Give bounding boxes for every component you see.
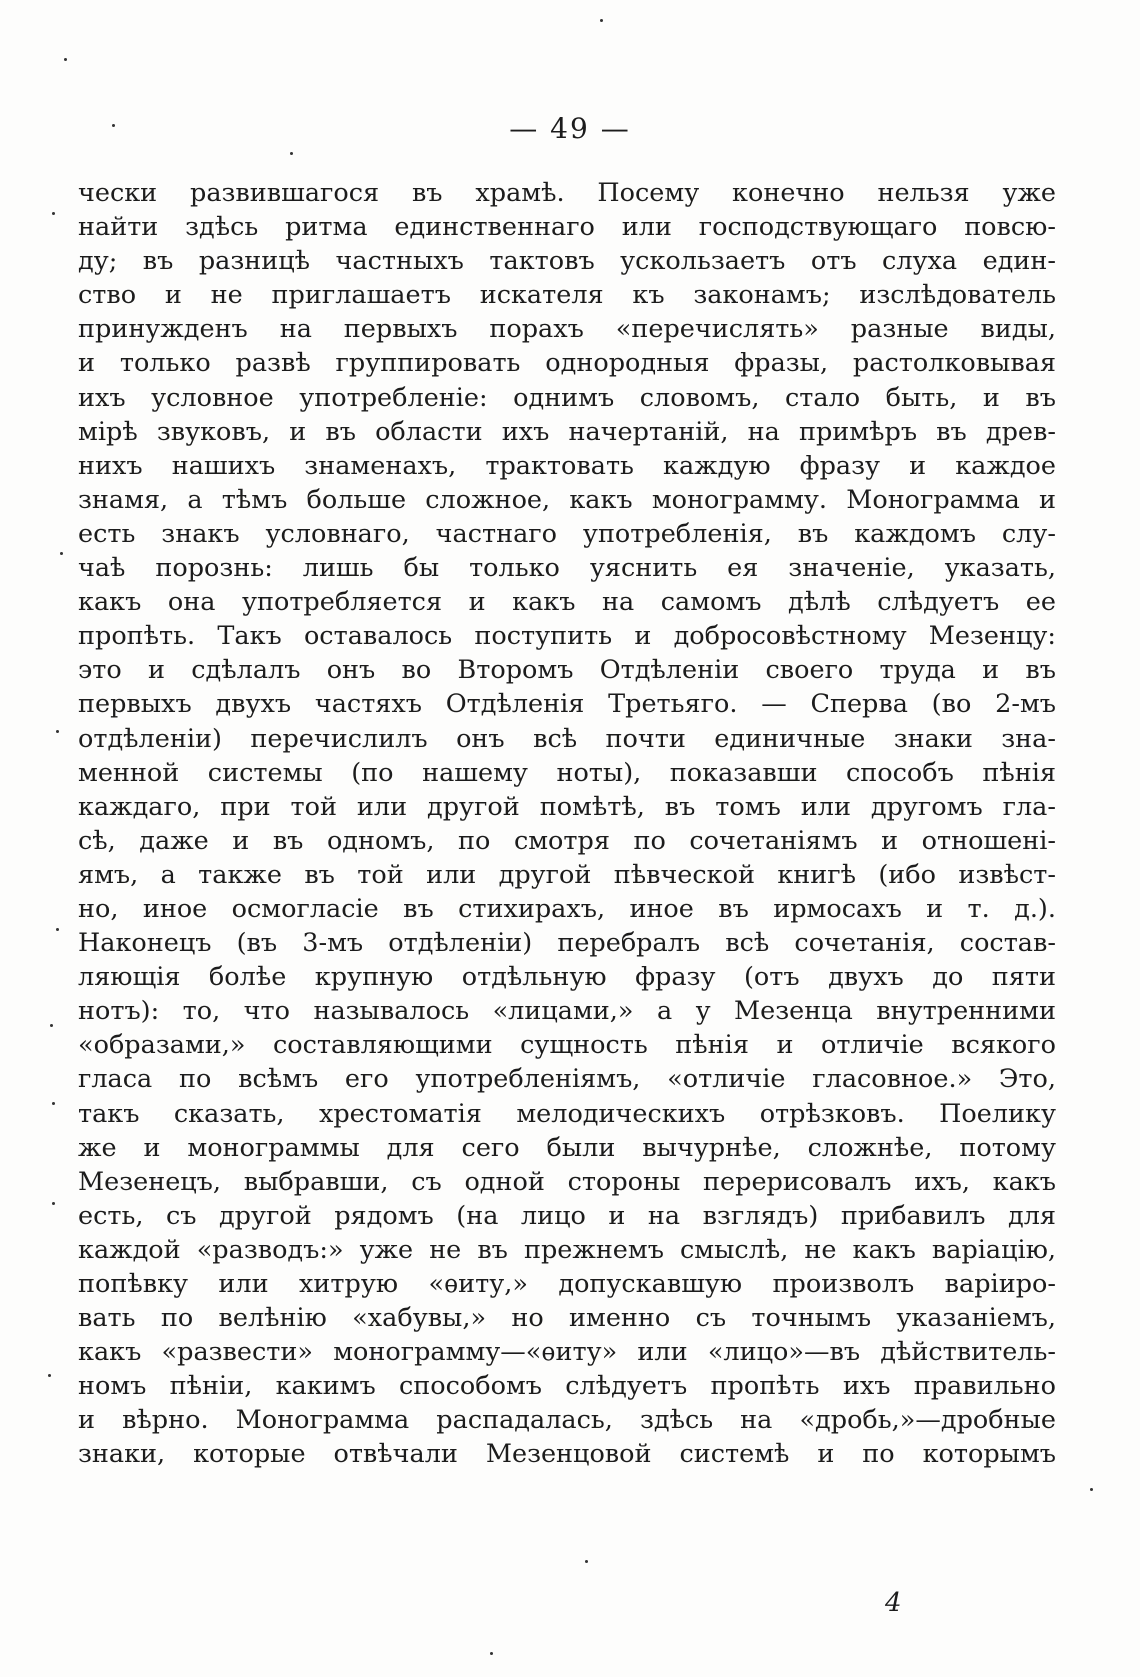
text-line: какъ «развести» монограмму—«ѳиту» или «лицо»—въ дѣйствитель- (78, 1337, 1056, 1368)
text-line: вать по велѣнію «хабувы,» но именно съ точнымъ указаніемъ, (78, 1303, 1056, 1334)
text-line: чески развившагося въ храмѣ. Посему конечно нельзя уже (78, 178, 1056, 208)
print-speck (56, 928, 59, 931)
text-line: первыхъ двухъ частяхъ Отдѣленія Третьяго. — Сперва (во 2-мъ (78, 689, 1056, 720)
print-speck (52, 1102, 55, 1105)
text-line: чаѣ порознь: лишь бы только уяснить ея значеніе, указать, (78, 553, 1056, 584)
print-speck (52, 212, 55, 215)
print-speck (490, 1652, 493, 1655)
text-line: же и монограммы для сего были вычурнѣе, сложнѣе, потому (78, 1132, 1056, 1163)
text-line: ду; въ разницѣ частныхъ тактовъ ускользаетъ отъ слуха един- (78, 246, 1056, 277)
text-line: но, иное осмогласіе въ стихирахъ, иное въ ирмосахъ и т. д.). (78, 893, 1056, 924)
print-speck (60, 552, 63, 555)
text-line: гласа по всѣмъ его употребленіямъ, «отличіе гласовное.» Это, (78, 1064, 1056, 1095)
text-line: попѣвку или хитрую «ѳиту,» допускавшую произволъ варіиро- (78, 1269, 1056, 1299)
text-line: номъ пѣніи, какимъ способомъ слѣдуетъ пропѣть ихъ правильно (78, 1371, 1056, 1402)
print-speck (56, 730, 59, 733)
print-speck (50, 1024, 53, 1027)
text-line: сѣ, даже и въ одномъ, по смотря по сочетаніямъ и отношені- (78, 825, 1056, 856)
text-line: найти здѣсь ритма единственнаго или господствующаго повсю- (78, 212, 1056, 243)
body-text (78, 176, 1056, 1472)
print-speck (600, 19, 603, 22)
print-speck (585, 1560, 588, 1563)
page-number: — 49 — (509, 112, 631, 145)
text-line: и вѣрно. Монограмма распадалась, здѣсь на «дробь,»—дробные (78, 1405, 1056, 1436)
text-line: каждой «разводъ:» уже не въ прежнемъ смыслѣ, не какъ варіацію, (78, 1234, 1056, 1265)
text-line: знаки, которые отвѣчали Мезенцовой системѣ и по которымъ (78, 1439, 1056, 1470)
text-line: знамя, а тѣмъ больше сложное, какъ монограмму. Монограмма и (78, 484, 1056, 515)
text-line: есть, съ другой рядомъ (на лицо и на взглядъ) прибавилъ для (78, 1200, 1056, 1231)
text-line: ство и не приглашаетъ искателя къ законамъ; изслѣдователь (78, 280, 1056, 311)
text-line: пропѣть. Такъ оставалось поступить и добросовѣстному Мезенцу: (78, 621, 1056, 652)
text-line: нихъ нашихъ знаменахъ, трактовать каждую фразу и каждое (78, 450, 1056, 481)
text-line: нотъ): то, что называлось «лицами,» а у Мезенца внутренними (78, 996, 1056, 1027)
text-line: ляющія болѣе крупную отдѣльную фразу (отъ двухъ до пяти (78, 962, 1056, 993)
text-line: мірѣ звуковъ, и въ области ихъ начертаній, на примѣръ въ древ- (78, 416, 1056, 447)
text-line: каждаго, при той или другой помѣтѣ, въ томъ или другомъ гла- (78, 791, 1056, 822)
text-line: ямъ, а также въ той или другой пѣвческой книгѣ (ибо извѣст- (78, 859, 1056, 890)
text-line: и только развѣ группировать однородныя фразы, растолковывая (78, 348, 1056, 379)
text-line: есть знакъ условнаго, частнаго употребленія, въ каждомъ слу- (78, 518, 1056, 549)
text-line: Мезенецъ, выбравши, съ одной стороны перерисовалъ ихъ, какъ (78, 1166, 1056, 1197)
print-speck (64, 58, 67, 61)
text-line: ихъ условное употребленіе: однимъ словомъ, стало быть, и въ (78, 382, 1056, 413)
print-speck (52, 1202, 55, 1205)
print-speck (1090, 1488, 1093, 1491)
text-line: Наконецъ (въ 3-мъ отдѣленіи) перебралъ всѣ сочетанія, состав- (78, 928, 1056, 959)
text-line: это и сдѣлалъ онъ во Второмъ Отдѣленіи своего труда и въ (78, 655, 1056, 686)
print-speck (112, 124, 115, 127)
text-line: какъ она употребляется и какъ на самомъ дѣлѣ слѣдуетъ ее (78, 587, 1056, 618)
print-speck (290, 152, 293, 155)
text-line: отдѣленіи) перечислилъ онъ всѣ почти единичные знаки зна- (78, 723, 1056, 754)
signature-mark: 4 (885, 1588, 902, 1618)
text-line: «образами,» составляющими сущность пѣнія и отличіе всякого (78, 1030, 1056, 1061)
text-line: менной системы (по нашему ноты), показавши способъ пѣнія (78, 757, 1056, 788)
text-line: принужденъ на первыхъ порахъ «перечислять» разные виды, (78, 314, 1056, 345)
print-speck (48, 1374, 51, 1377)
text-line: такъ сказать, хрестоматія мелодическихъ отрѣзковъ. Поелику (78, 1098, 1056, 1129)
